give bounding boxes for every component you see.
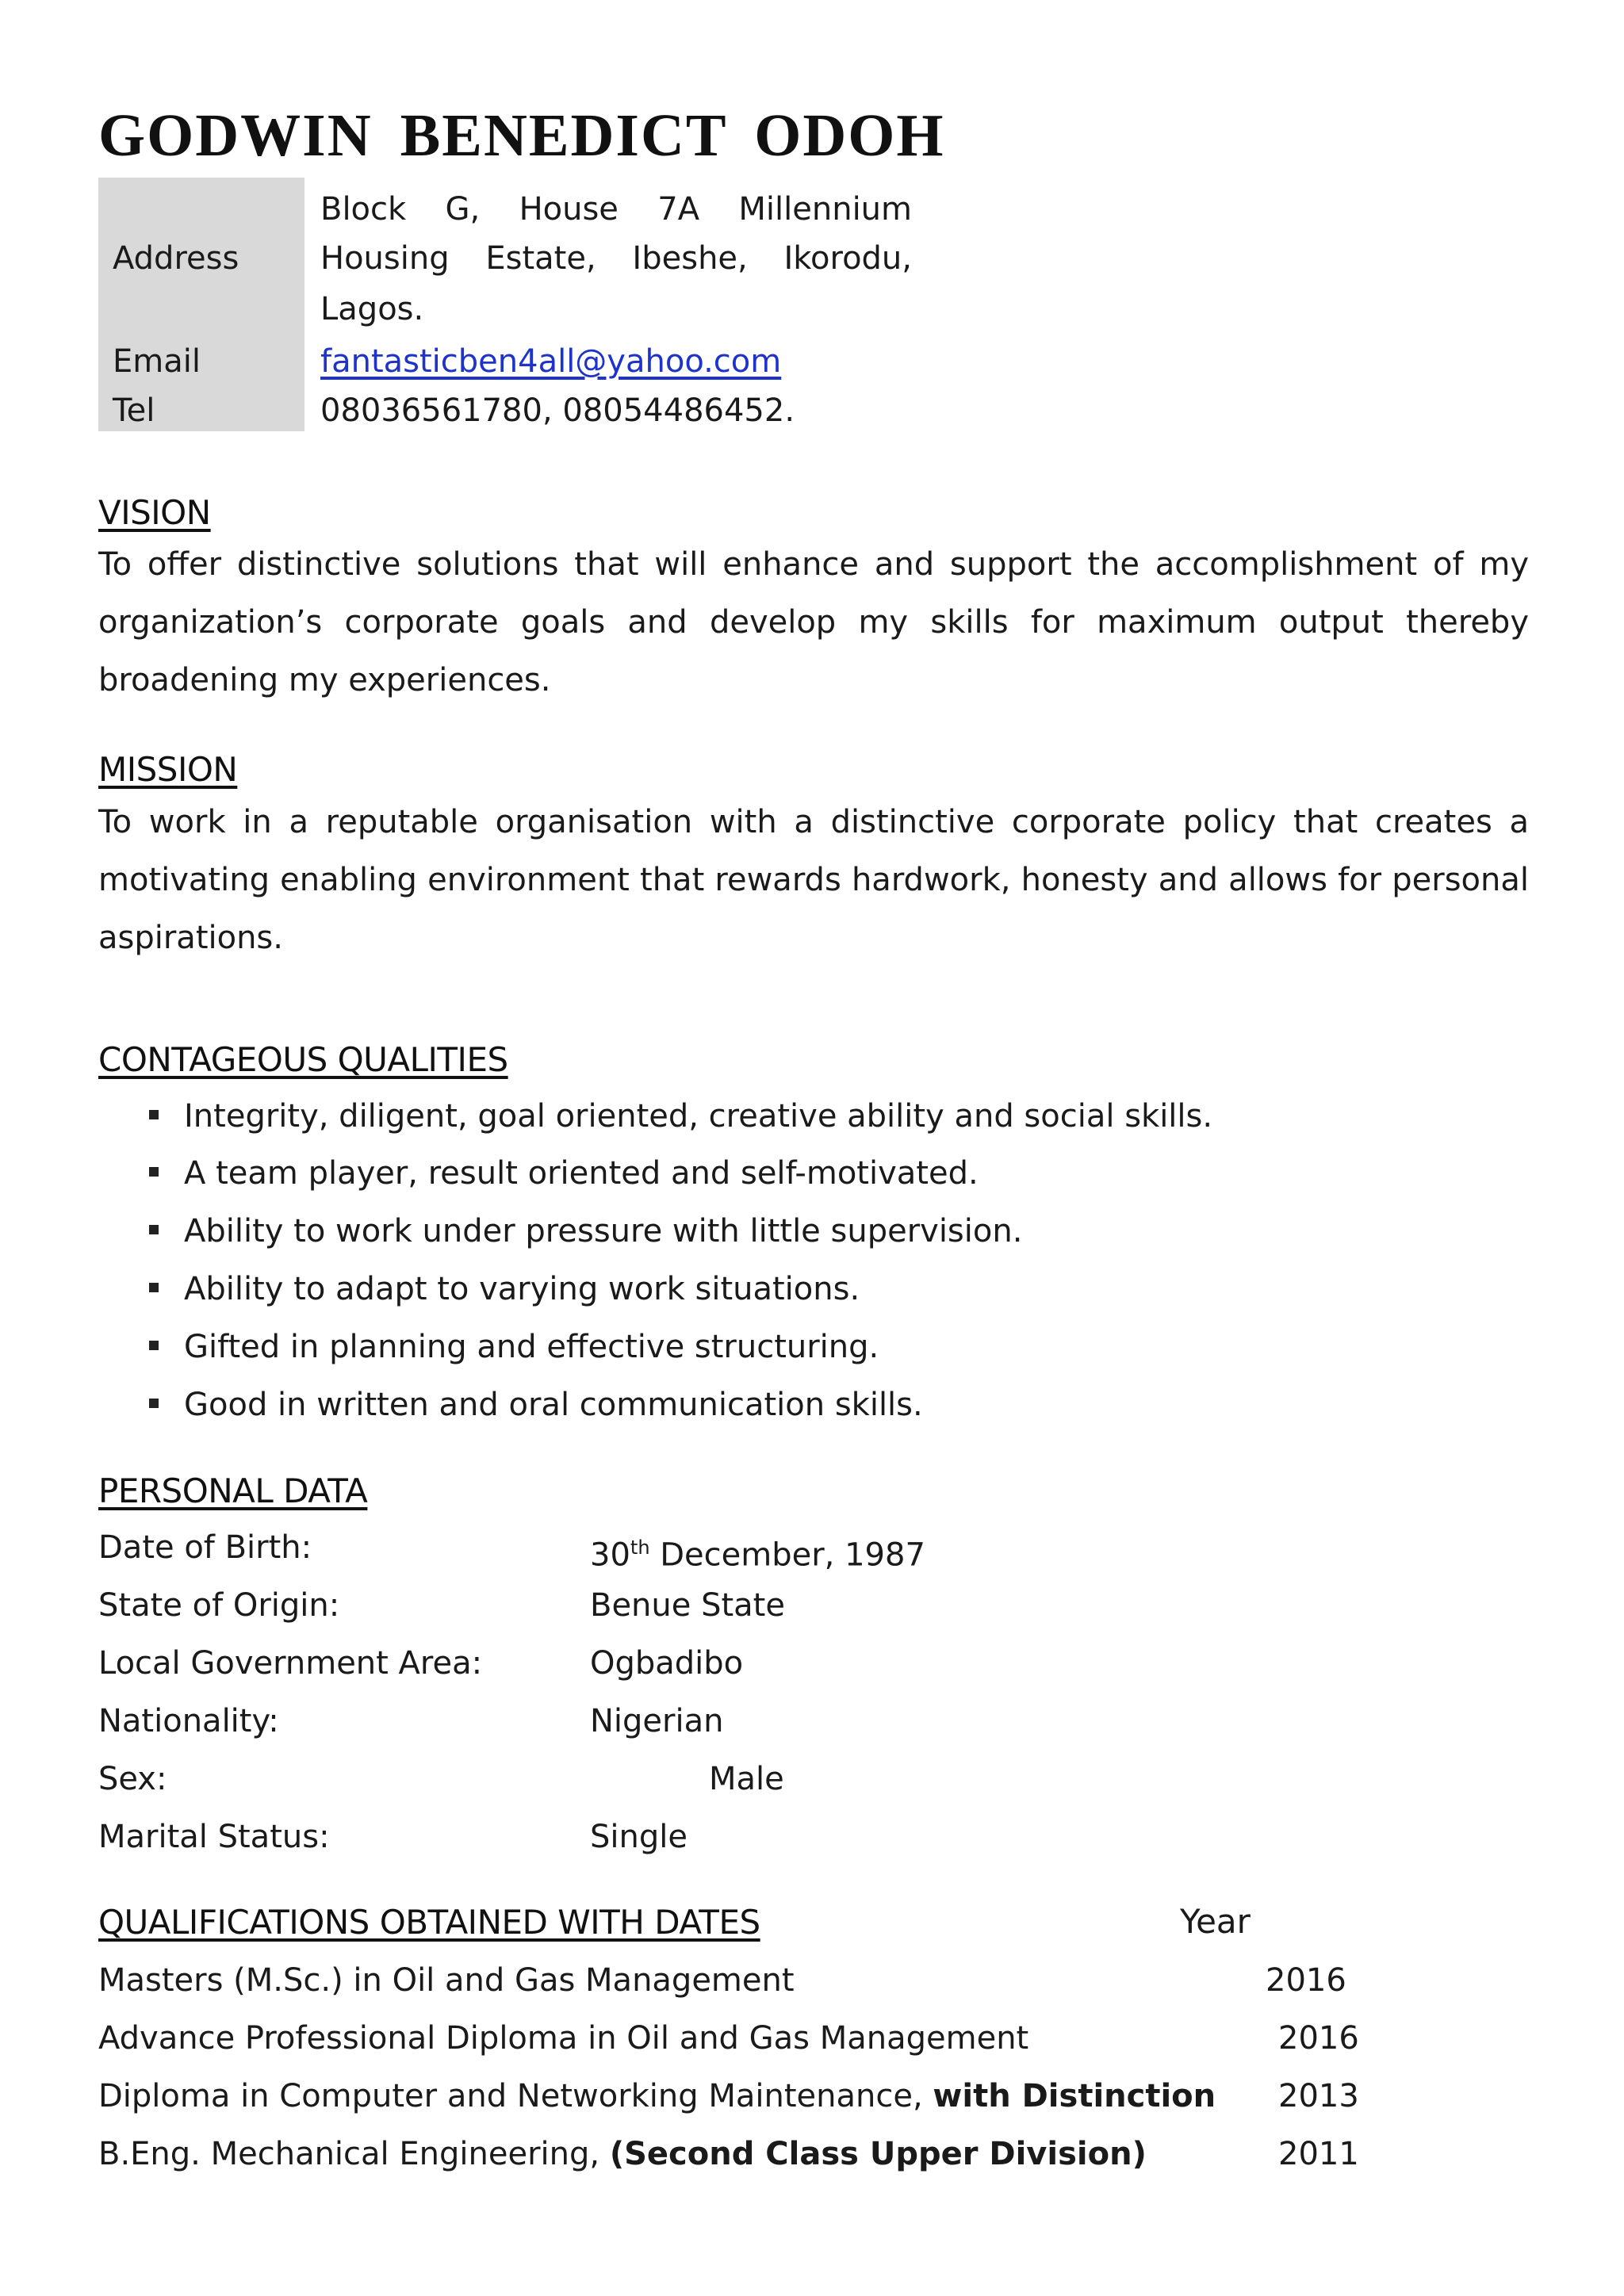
qualification-year: 2011 [1278,2136,1359,2172]
nationality-value: Nigerian [590,1703,724,1739]
qualities-heading: CONTAGEOUS QUALITIES [98,1040,508,1079]
marital-value: Single [590,1819,688,1855]
bullet-icon [149,1225,159,1234]
quality-item: Ability to work under pressure with little supervision. [184,1213,1023,1249]
qualifications-heading: QUALIFICATIONS OBTAINED WITH DATES [98,1903,760,1942]
quality-item: Gifted in planning and effective structuring. [184,1329,879,1365]
origin-label: State of Origin: [98,1587,340,1624]
qualification-year: 2016 [1266,1962,1346,1999]
qualification-year: 2013 [1278,2078,1359,2114]
marital-label: Marital Status: [98,1819,330,1855]
mission-text: To work in a reputable organisation with a distinctive corporate policy that creates a motivating enabling environment that rewards hardwork, honesty and allows for personal aspirations. [98,804,1529,956]
origin-value: Benue State [590,1587,785,1624]
bullet-icon [149,1283,159,1292]
quality-item: Ability to adapt to varying work situations. [184,1271,860,1307]
bullet-icon [149,1110,159,1119]
email-label: Email [113,343,201,380]
quality-item: Integrity, diligent, goal oriented, creative ability and social skills. [184,1098,1213,1135]
bullet-icon [149,1399,159,1408]
lga-label: Local Government Area: [98,1645,483,1682]
bullet-icon [149,1167,159,1177]
address-line-1: Block G, House 7A Millennium [320,191,912,228]
vision-text: To offer distinctive solutions that will enhance and support the accomplishment of my organization’s corporate goals and develop my skills for maximum output thereby broadening my experiences. [98,546,1529,698]
address-label: Address [113,240,239,277]
address-line-2: Housing Estate, Ibeshe, Ikorodu, [320,240,912,277]
email-link[interactable]: fantasticben4all@yahoo.com [320,343,782,380]
vision-heading: VISION [98,493,211,532]
dob-label: Date of Birth: [98,1529,312,1566]
quality-item: A team player, result oriented and self-motivated. [184,1155,979,1192]
qualification-row: B.Eng. Mechanical Engineering, (Second Class Upper Division) [98,2136,1147,2172]
candidate-name: GODWIN BENEDICT ODOH [98,102,945,169]
qualification-year: 2016 [1278,2020,1359,2057]
qualification-row: Masters (M.Sc.) in Oil and Gas Management [98,1962,795,1999]
dob-value: 30th December, 1987 [590,1536,925,1574]
bullet-icon [149,1341,159,1350]
qualification-row: Advance Professional Diploma in Oil and Gas Management [98,2020,1029,2057]
quality-item: Good in written and oral communication skills. [184,1387,923,1423]
sex-value: Male [709,1761,784,1797]
mission-heading: MISSION [98,750,238,789]
address-line-3: Lagos. [320,291,424,327]
tel-value: 08036561780, 08054486452. [320,392,795,429]
qualification-row: Diploma in Computer and Networking Maintenance, with Distinction [98,2078,1216,2114]
year-header: Year [1180,1902,1251,1941]
lga-value: Ogbadibo [590,1645,744,1682]
tel-label: Tel [113,392,155,429]
sex-label: Sex: [98,1761,167,1797]
personal-heading: PERSONAL DATA [98,1471,368,1510]
nationality-label: Nationality: [98,1703,279,1739]
